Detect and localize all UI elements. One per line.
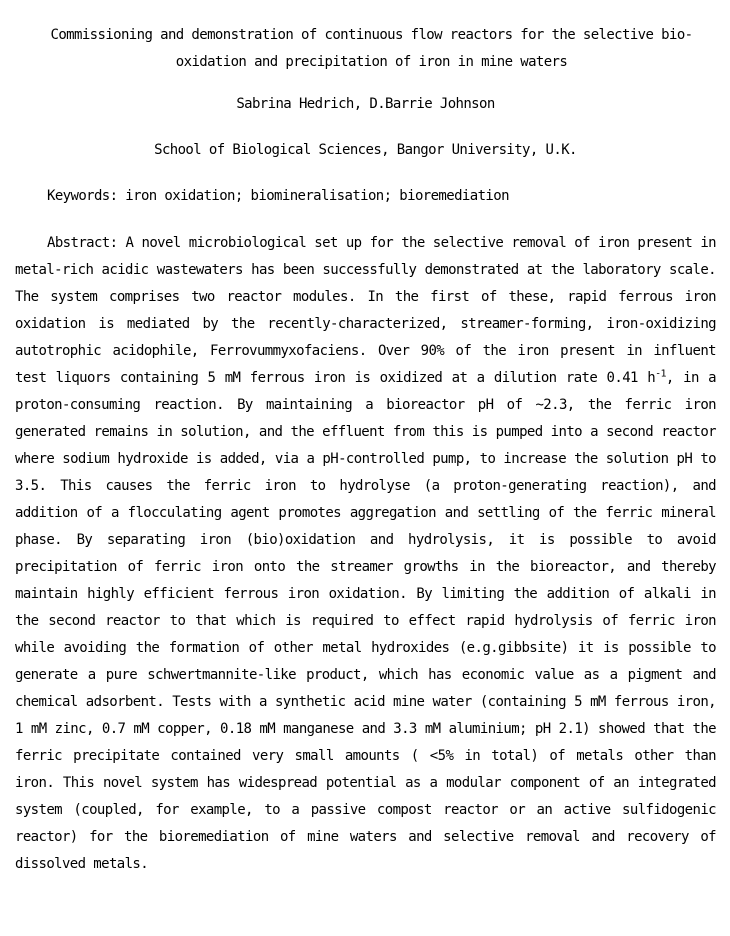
paper-title: Commissioning and demonstration of continuous flow reactors for the selective bio-oxidation and precipitation of iron in mine waters xyxy=(50,27,693,70)
paper-authors: Sabrina Hedrich, D.Barrie Johnson xyxy=(236,96,495,112)
abstract-text-part1: Abstract: A novel microbiological set up for the selective removal of iron present in metal-rich acidic wastewaters has been successfully demonstrated at the laboratory scale. The system comprises two reactor modules. In the first of these, rapid ferrous iron oxidation is mediated by the recently-characterized, streamer-forming, iron-oxidizing autotrophic acidophile, Ferrovummyxofaciens. Over 90% of the iron present in influent test liquors containing 5 mM ferrous iron is oxidized at a dilution rate 0.41 h xyxy=(15,235,716,386)
paper-affiliation: School of Biological Sciences, Bangor University, U.K. xyxy=(154,142,577,158)
abstract-text-part2: , in a proton-consuming reaction. By maintaining a bioreactor pH of ~2.3, the ferric iron generated remains in solution, and the effluent from this is pumped into a second reactor where sodium hydroxide is added, via a pH-controlled pump, to increase the solution pH to 3.5. This causes the ferric iron to hydrolyse (a proton-generating reaction), and addition of a flocculating agent promotes aggregation and settling of the ferric mineral phase. By separating iron (bio)oxidation and hydrolysis, it is possible to avoid precipitation of ferric iron onto the streamer growths in the bioreactor, and thereby maintain highly efficient ferrous iron oxidation. By limiting the addition of alkali in the second reactor to that which is required to effect rapid hydrolysis of ferric iron while avoiding the formation of other metal hydroxides (e.g.gibbsite) it is possible to generate a pure schwertmannite-like product, which has economic value as a pigment and chemical adsorbent. Tests with a synthetic acid mine water (containing 5 mM ferrous iron, 1 mM zinc, 0.7 mM copper, 0.18 mM manganese and 3.3 mM aluminium; pH 2.1) showed that the ferric precipitate contained very small amounts ( <5% in total) of metals other than iron. This novel system has widespread potential as a modular component of an integrated system (coupled, for example, to a passive compost reactor or an active sulfidogenic reactor) for the bioremediation of mine waters and selective removal and recovery of dissolved metals. xyxy=(15,370,716,872)
document-page xyxy=(0,22,730,936)
abstract-superscript: -1 xyxy=(655,368,666,380)
paper-keywords: Keywords: iron oxidation; biomineralisation; bioremediation xyxy=(47,188,509,204)
paper-abstract xyxy=(15,230,716,878)
